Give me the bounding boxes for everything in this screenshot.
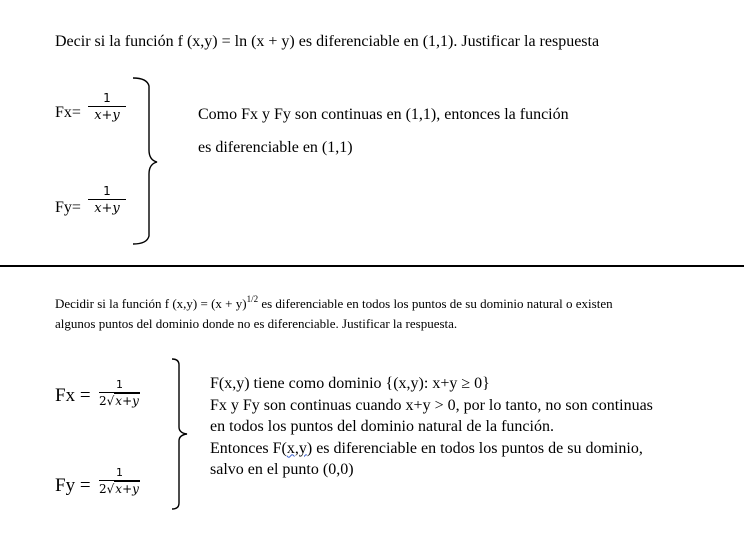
fx-fraction-1 xyxy=(88,90,126,125)
fy-numerator-2: 1 xyxy=(115,466,123,479)
answer-2-line-2: Fx y Fy son continuas cuando x+y > 0, por lo tanto, no son continuas xyxy=(210,396,653,414)
fy-label-1: Fy= xyxy=(55,199,81,216)
fx-denominator-1: x+y xyxy=(94,108,120,123)
answer-1-line-1: Como Fx y Fy son continuas en (1,1), entonces la función xyxy=(198,106,569,123)
right-brace-1 xyxy=(130,76,160,248)
fy-fraction-1 xyxy=(88,183,126,218)
fx-denominator-2: 2√x+y xyxy=(99,394,139,408)
answer-2-line-3: en todos los puntos del dominio natural de la función. xyxy=(210,418,554,435)
answer-2 xyxy=(210,373,740,481)
answer-1-line-2: es diferenciable en (1,1) xyxy=(198,139,353,156)
section-divider xyxy=(0,265,744,267)
question-2-text-part2: es diferenciable en todos los puntos de su dominio natural o existen algunos puntos del dominio donde no es diferenciable. Justificar la respuesta. xyxy=(55,296,613,331)
question-2-exponent: 1/2 xyxy=(246,294,259,304)
fx-fraction-2 xyxy=(99,378,140,410)
fy-denominator-1: x+y xyxy=(94,201,120,216)
answer-2-line-5: salvo en el punto (0,0) xyxy=(210,461,354,478)
fx-numerator-2: 1 xyxy=(115,378,123,391)
fx-label-1: Fx= xyxy=(55,104,81,121)
question-1-statement: Decir si la función f (x,y) = ln (x + y) es diferenciable en (1,1). Justificar la respuesta xyxy=(55,33,600,50)
fy-fraction-2 xyxy=(99,466,140,498)
fy-label-2: Fy = xyxy=(55,475,91,496)
answer-2-line-4: Entonces F(x,y) es diferenciable en todos los puntos de su dominio, xyxy=(210,439,643,457)
question-2-text-part1: Decidir si la función f (x,y) = (x + y) xyxy=(55,296,247,311)
answer-2-line-1: F(x,y) tiene como dominio {(x,y): x+y ≥ 0} xyxy=(210,375,490,392)
fy-denominator-2: 2√x+y xyxy=(99,482,139,496)
fx-label-2: Fx = xyxy=(55,385,91,406)
fy-numerator-1: 1 xyxy=(103,184,111,198)
right-brace-2 xyxy=(170,357,192,511)
spellcheck-underline: x,y xyxy=(286,439,307,457)
fx-numerator-1: 1 xyxy=(103,91,111,105)
question-2-statement xyxy=(55,289,645,334)
